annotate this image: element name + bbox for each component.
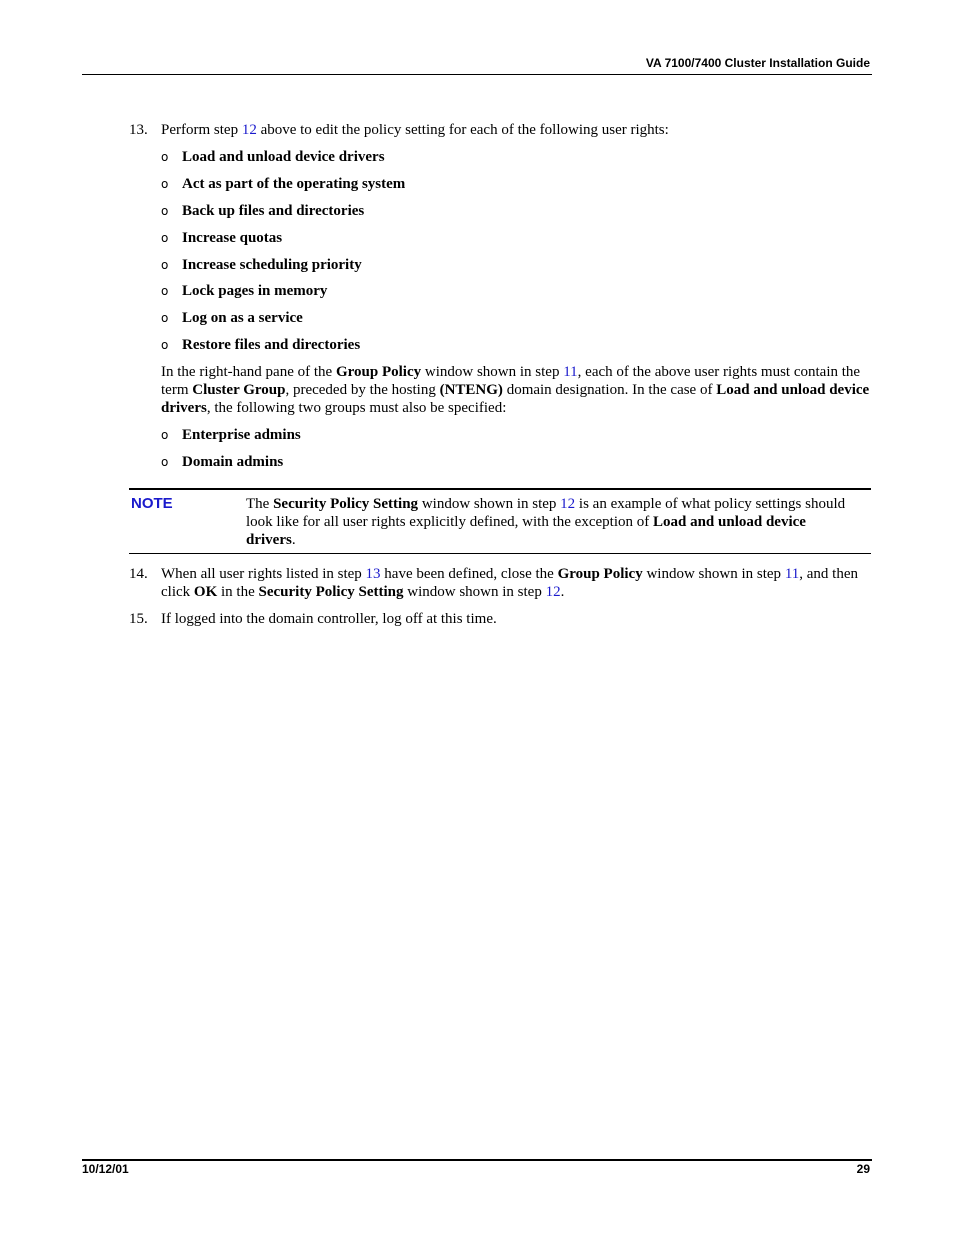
list-item: o Load and unload device drivers (161, 149, 385, 165)
step-text: Perform step 12 above to edit the policy setting for each of the following user rights: (161, 122, 669, 138)
note-bottom-rule (129, 553, 871, 554)
step-12-link[interactable]: 12 (241, 122, 257, 138)
list-item: o Increase quotas (161, 230, 283, 246)
step-14 (129, 565, 871, 601)
step-text: When all user rights listed in step 13 have been defined, close the Group Policy window shown in step 11, and then click OK in the Security Policy Setting window shown in step 12. (161, 566, 858, 600)
note-label: NOTE (131, 495, 173, 512)
header-title: VA 7100/7400 Cluster Installation Guide (645, 56, 870, 70)
step-11-link[interactable]: 11 (563, 364, 578, 380)
step-number: 13. (129, 122, 148, 138)
header-rule (82, 74, 872, 75)
bullet-icon: o (161, 258, 169, 272)
list-item: o Increase scheduling priority (161, 257, 362, 273)
step-15 (129, 610, 871, 628)
step-13 (129, 121, 871, 139)
bullet-icon: o (161, 177, 169, 191)
list-item: o Back up files and directories (161, 203, 365, 219)
list-item: o Act as part of the operating system (161, 176, 406, 192)
bullet-icon: o (161, 231, 169, 245)
bullet-icon: o (161, 428, 169, 442)
footer-date: 10/12/01 (82, 1162, 129, 1176)
step-13-link[interactable]: 13 (365, 566, 381, 582)
paragraph: In the right-hand pane of the Group Policy window shown in step 11, each of the above user rights must contain the term Cluster Group, preceded by the hosting (NTENG) domain designation. In the case of Load and unload device drivers, the following two groups must also be specified: (161, 364, 870, 416)
step-number: 15. (129, 611, 148, 627)
footer-rule (82, 1159, 872, 1161)
step-text: If logged into the domain controller, log off at this time. (161, 611, 497, 627)
bullet-icon: o (161, 150, 169, 164)
note-text: The Security Policy Setting window shown in step 12 is an example of what policy settings should look like for all user rights explicitly defined, with the exception of Load and unload device drivers. (246, 496, 846, 548)
bullet-icon: o (161, 338, 169, 352)
note-top-rule (129, 488, 871, 490)
step-number: 14. (129, 566, 148, 582)
list-item: o Domain admins (161, 454, 284, 470)
bullet-icon: o (161, 204, 169, 218)
bullet-icon: o (161, 455, 169, 469)
page-number: 29 (856, 1162, 870, 1176)
step-12-link[interactable]: 12 (560, 496, 576, 512)
list-item: o Enterprise admins (161, 427, 301, 443)
bullet-icon: o (161, 311, 169, 325)
list-item: o Log on as a service (161, 310, 303, 326)
list-item: o Lock pages in memory (161, 283, 328, 299)
list-item: o Restore files and directories (161, 337, 361, 353)
bullet-icon: o (161, 284, 169, 298)
step-11-link[interactable]: 11 (784, 566, 800, 582)
step-12-link[interactable]: 12 (545, 584, 561, 600)
